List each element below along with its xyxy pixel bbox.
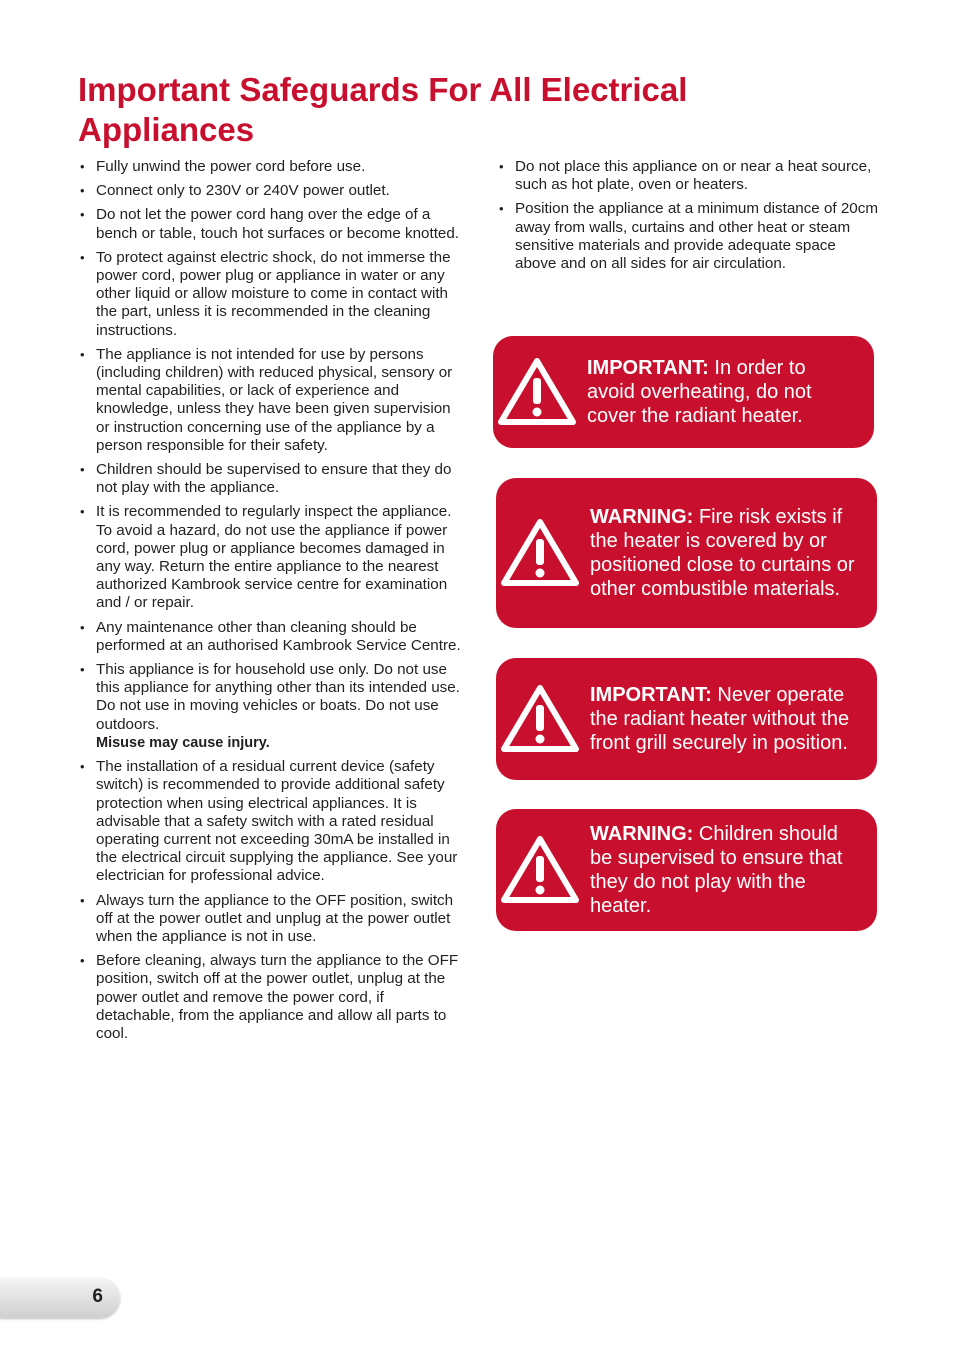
list-item: • Fully unwind the power cord before use. (78, 158, 462, 176)
important-notice-grill (496, 658, 877, 780)
list-item: • Any maintenance other than cleaning should be performed at an authorised Kambrook Service Centre. (78, 619, 462, 655)
notice-label: WARNING: (590, 823, 694, 845)
safeguards-list-right (497, 158, 881, 279)
warning-notice-children (496, 809, 877, 931)
list-item: • To protect against electric shock, do not immerse the power cord, power plug or appliance in water or any other liquid or allow moisture to come in contact with the part, unless it is recommended in the cleaning instructions. (78, 249, 462, 340)
warning-triangle-icon (500, 683, 580, 755)
notice-text (590, 683, 861, 755)
notice-body: In order to avoid overheating, do not cover the radiant heater. (587, 357, 812, 427)
warning-triangle-icon (497, 356, 577, 428)
page-number-tab (0, 1278, 120, 1318)
notice-body: Fire risk exists if the heater is covered by or positioned close to curtains or other combustible materials. (590, 506, 855, 600)
warning-triangle-icon (500, 834, 580, 906)
list-item: • Before cleaning, always turn the appliance to the OFF position, switch off at the power outlet, unplug at the power outlet and remove the power cord, if detachable, from the appliance and allow all parts to cool. (78, 952, 462, 1043)
notice-text (590, 505, 861, 601)
list-item: • Children should be supervised to ensure that they do not play with the appliance. (78, 461, 462, 497)
list-item: • Connect only to 230V or 240V power outlet. (78, 182, 462, 200)
notice-text (590, 822, 861, 918)
warning-triangle-icon (500, 517, 580, 589)
page-number: 6 (92, 1286, 103, 1307)
list-item (78, 661, 462, 752)
important-notice-overheating (493, 336, 874, 448)
list-item: • Always turn the appliance to the OFF position, switch off at the power outlet and unplug at the power outlet when the appliance is not in use. (78, 892, 462, 947)
safeguards-list-left (78, 158, 462, 1049)
list-item: • The appliance is not intended for use by persons (including children) with reduced physical, sensory or mental capabilities, or lack of experience and knowledge, unless they have been given supervision or instruction concerning use of the appliance by a person responsible for their safety. (78, 346, 462, 455)
notice-body: Never operate the radiant heater without the front grill securely in position. (590, 684, 850, 754)
list-item: • It is recommended to regularly inspect the appliance. To avoid a hazard, do not use the appliance if power cord, power plug or appliance becomes damaged in any way. Return the entire appliance to the nearest authorized Kambrook service centre for examination and / or repair. (78, 503, 462, 612)
notice-label: IMPORTANT: (590, 684, 712, 706)
warning-notice-fire-risk (496, 478, 877, 628)
misuse-note: Misuse may cause injury. (96, 734, 270, 751)
page-title: Important Safeguards For All Electrical Appliances (78, 71, 688, 148)
list-item: • Do not place this appliance on or near a heat source, such as hot plate, oven or heaters. (497, 158, 881, 194)
notice-label: IMPORTANT: (587, 357, 709, 379)
notice-label: WARNING: (590, 506, 694, 528)
notice-text (587, 356, 858, 428)
list-item-text: This appliance is for household use only. Do not use this appliance for anything other than its intended use. Do not use in moving vehicles or boats. Do not use outdoors. (96, 661, 460, 733)
list-item: • Do not let the power cord hang over the edge of a bench or table, touch hot surfaces or become knotted. (78, 206, 462, 242)
notice-body: Children should be supervised to ensure that they do not play with the heater. (590, 823, 843, 917)
list-item: • Position the appliance at a minimum distance of 20cm away from walls, curtains and other heat or steam sensitive materials and provide adequate space above and on all sides for air circulation. (497, 200, 881, 273)
list-item: • The installation of a residual current device (safety switch) is recommended to provide additional safety protection when using electrical appliances. It is advisable that a safety switch with a rated residual operating current not exceeding 30mA be installed in the electrical circuit supplying the appliance. See your electrician for professional advice. (78, 758, 462, 885)
